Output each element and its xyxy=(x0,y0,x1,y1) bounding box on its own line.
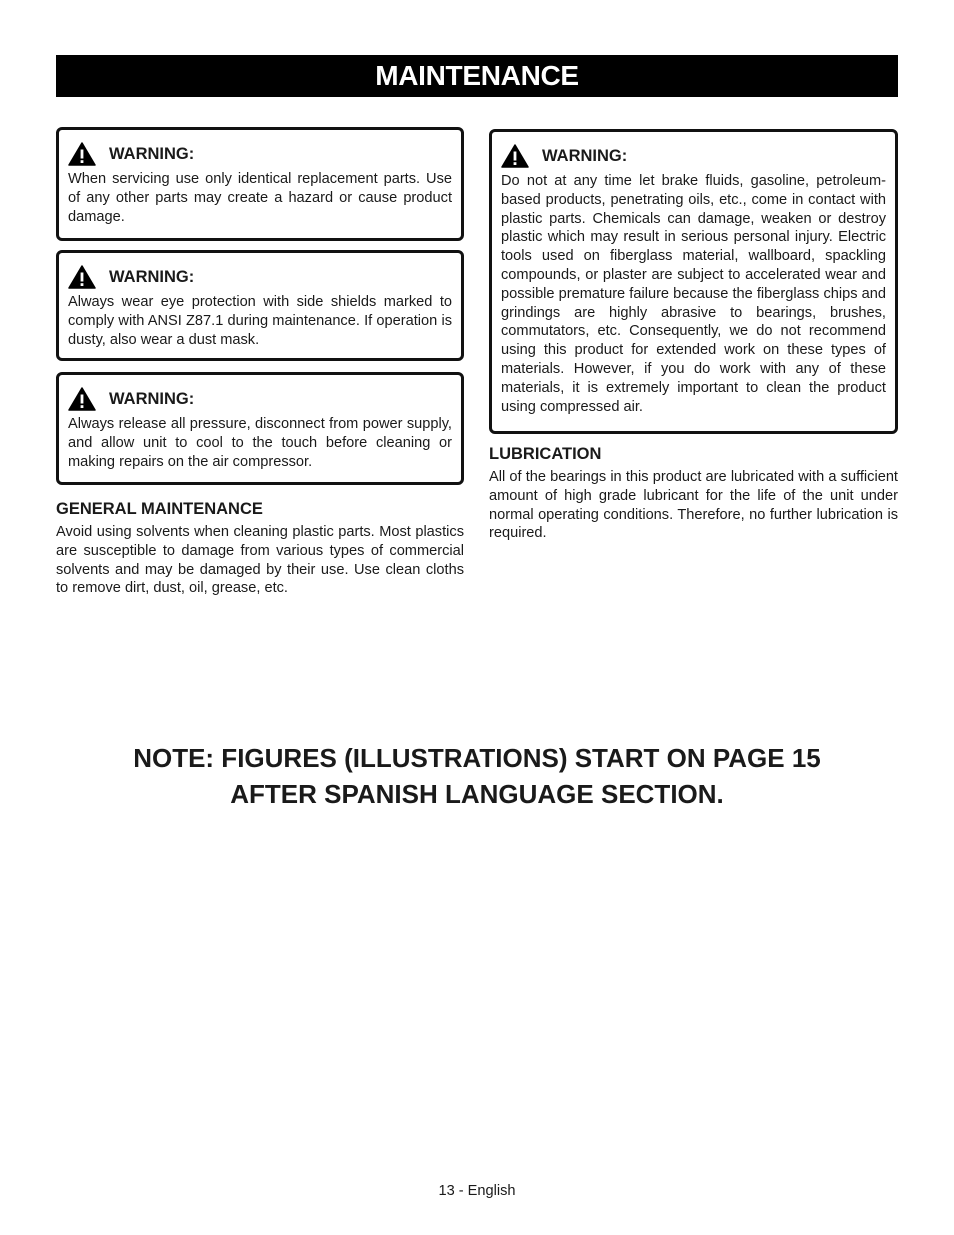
warning-header xyxy=(501,142,886,170)
warning-text: Always release all pressure, disconnect from power supply, and allow unit to cool to the touch before cleaning or making repairs on the air compressor. xyxy=(68,416,452,470)
lubrication-section xyxy=(489,444,898,543)
note-line-1: NOTE: FIGURES (ILLUSTRATIONS) START ON PAGE 15 xyxy=(133,743,821,773)
warning-triangle-icon xyxy=(68,387,96,411)
lubrication-text: All of the bearings in this product are lubricated with a sufficient amount of high grade lubricant for the life of the unit under normal operating conditions. Therefore, no further lubrication is required. xyxy=(489,469,898,542)
lubrication-heading: LUBRICATION xyxy=(489,445,602,463)
warning-label: WARNING: xyxy=(109,267,195,286)
warning-triangle-icon xyxy=(68,142,96,166)
warning-box-chemicals xyxy=(489,129,898,434)
warning-header xyxy=(68,263,452,291)
warning-header xyxy=(68,140,452,168)
figures-note xyxy=(56,740,898,812)
right-column xyxy=(489,127,898,543)
warning-box-replacement-parts xyxy=(56,127,464,241)
warning-box-eye-protection xyxy=(56,250,464,361)
warning-text: When servicing use only identical replacement parts. Use of any other parts may create a hazard or cause product damage. xyxy=(68,171,452,225)
warning-label: WARNING: xyxy=(542,146,628,165)
general-maintenance-text: Avoid using solvents when cleaning plastic parts. Most plastics are susceptible to damage from various types of commercial solvents and may be damaged by their use. Use clean cloths to remove dirt, dust, oil, grease, etc. xyxy=(56,524,464,597)
general-maintenance-heading: GENERAL MAINTENANCE xyxy=(56,500,263,518)
warning-text: Always wear eye protection with side shields marked to comply with ANSI Z87.1 during maintenance. If operation is dusty, also wear a dust mask. xyxy=(68,294,452,348)
page-title: MAINTENANCE xyxy=(56,55,898,97)
warning-header xyxy=(68,385,452,413)
warning-triangle-icon xyxy=(501,144,529,168)
page-number: 13 - English xyxy=(438,1183,516,1199)
warning-label: WARNING: xyxy=(109,144,195,163)
note-line-2: AFTER SPANISH LANGUAGE SECTION. xyxy=(230,779,724,809)
warning-text: Do not at any time let brake fluids, gasoline, petroleum-based products, penetrating oils, etc., come in contact with plastic parts. Chemicals can damage, weaken or destroy plastic which may result in serious personal injury. Electric tools used on fiberglass material, wallboard, spackling compounds, or plaster are subject to accelerated wear and possible premature failure because the fiberglass chips and grindings are highly abrasive to bearings, brushes, commutators, etc. Consequently, we do not recommend using this product for extended work on these types of materials. However, if you do work with any of these materials, it is extremely important to clean the product using compressed air. xyxy=(501,173,886,415)
warning-label: WARNING: xyxy=(109,389,195,408)
warning-triangle-icon xyxy=(68,265,96,289)
general-maintenance-section xyxy=(56,499,464,598)
warning-box-release-pressure xyxy=(56,372,464,485)
left-column xyxy=(56,127,464,598)
